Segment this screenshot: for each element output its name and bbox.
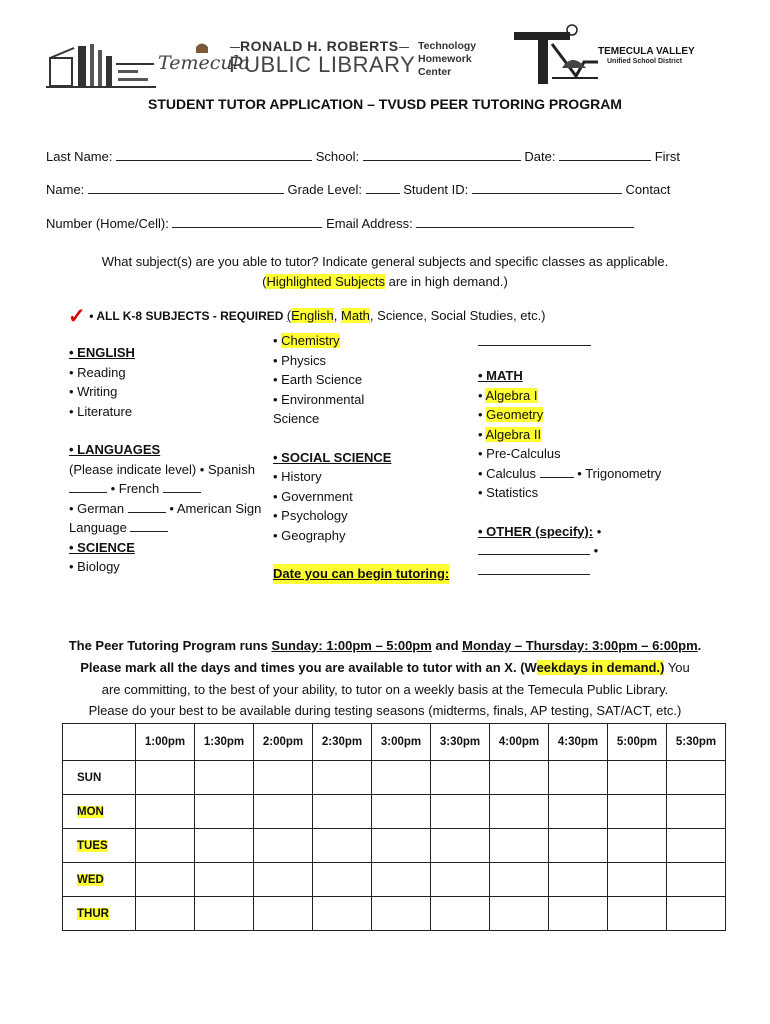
availability-cell[interactable] [549, 863, 608, 897]
availability-cell[interactable] [549, 897, 608, 931]
time-header: 2:30pm [313, 724, 372, 761]
french-level-field[interactable] [163, 480, 201, 493]
time-header: 3:30pm [431, 724, 490, 761]
availability-cell[interactable] [372, 761, 431, 795]
other-field-line-2 [478, 561, 661, 581]
availability-cell[interactable] [608, 761, 667, 795]
subject-item: • Pre-Calculus [478, 446, 561, 461]
availability-cell[interactable] [549, 829, 608, 863]
other-field-line: • [478, 541, 661, 561]
availability-cell[interactable] [608, 795, 667, 829]
availability-cell[interactable] [431, 829, 490, 863]
testing-seasons-text: Please do your best to be available during testing seasons (midterms, finals, AP testing, SAT/ACT, etc.) [88, 703, 682, 718]
phone-field[interactable] [172, 215, 322, 228]
time-header: 2:00pm [254, 724, 313, 761]
day-label: WED [63, 863, 136, 897]
email-label: Email Address: [326, 216, 413, 231]
availability-cell[interactable] [136, 795, 195, 829]
library-name-main: PUBLIC LIBRARY [229, 52, 416, 77]
algebra1-item: • Algebra I [478, 387, 538, 403]
time-header: 3:00pm [372, 724, 431, 761]
student-id-field[interactable] [472, 181, 622, 194]
other-field-2[interactable] [478, 562, 590, 575]
school-label: School: [315, 149, 360, 164]
math-other-column [478, 366, 661, 580]
availability-cell[interactable] [195, 829, 254, 863]
grade-level-field[interactable] [366, 181, 400, 194]
last-name-label: Last Name: [46, 149, 113, 164]
subject-item: Science [273, 411, 320, 426]
page-title: STUDENT TUTOR APPLICATION – TVUSD PEER TUTORING PROGRAM [148, 96, 622, 112]
subject-item: • Literature [69, 403, 133, 419]
table-header-row [63, 724, 726, 761]
chemistry-item: • Chemistry [273, 333, 340, 348]
availability-cell[interactable] [313, 897, 372, 931]
subject-item: • Environmental [273, 391, 365, 407]
commitment-text: are committing, to the best of your ability, to tutor on a weekly basis at the Temecula Public Library. [101, 682, 669, 697]
availability-cell[interactable] [490, 761, 549, 795]
availability-cell[interactable] [431, 761, 490, 795]
availability-cell[interactable] [490, 863, 549, 897]
table-row [63, 795, 726, 829]
availability-cell[interactable] [254, 761, 313, 795]
form-row-3 [46, 215, 634, 231]
form-row-1 [46, 148, 680, 164]
subject-item: • Psychology [273, 508, 348, 523]
availability-cell[interactable] [195, 761, 254, 795]
german-level-field[interactable] [128, 500, 166, 513]
time-header: 1:30pm [195, 724, 254, 761]
availability-cell[interactable] [431, 863, 490, 897]
name-label: Name: [46, 182, 85, 197]
availability-cell[interactable] [549, 795, 608, 829]
time-header: 5:30pm [667, 724, 726, 761]
availability-cell[interactable] [195, 897, 254, 931]
availability-cell[interactable] [195, 863, 254, 897]
availability-cell[interactable] [372, 863, 431, 897]
program-hours: The Peer Tutoring Program runs Sunday: 1:00pm – 5:00pm and Monday – Thursday: 3:00pm – 6:00pm. [68, 638, 702, 653]
availability-cell[interactable] [313, 795, 372, 829]
availability-cell[interactable] [313, 761, 372, 795]
calculus-line: • Calculus • Trigonometry [478, 465, 662, 481]
availability-cell[interactable] [254, 897, 313, 931]
english-heading: • ENGLISH [69, 345, 135, 360]
subject-item: • Writing [69, 384, 118, 399]
k8-requirement: ✓ • ALL K-8 SUBJECTS - REQUIRED (English, Math, Science, Social Studies, etc.) [68, 305, 546, 328]
student-id-label: Student ID: [403, 182, 469, 197]
asl-line: Language [69, 518, 261, 538]
library-building-logo [46, 42, 156, 90]
mark-instructions: Please mark all the days and times you are available to tutor with an X. (Weekdays in demand.) You [80, 660, 690, 675]
spanish-line: (Please indicate level) • Spanish [69, 461, 255, 477]
contact-label: Contact [625, 182, 671, 197]
german-line: • German • American Sign [69, 500, 262, 516]
last-name-field[interactable] [116, 148, 312, 161]
availability-cell[interactable] [136, 761, 195, 795]
subject-item: • Geography [273, 527, 346, 543]
math-top-line [478, 345, 591, 346]
availability-cell[interactable] [372, 829, 431, 863]
subject-instructions: What subject(s) are you able to tutor? Indicate general subjects and specific classes as applicable. [101, 254, 669, 269]
subject-item: • Reading [69, 364, 126, 380]
asl-level-field[interactable] [130, 519, 168, 532]
subject-item: • Government [273, 488, 353, 504]
availability-cell[interactable] [608, 829, 667, 863]
languages-heading: • LANGUAGES [69, 442, 161, 457]
availability-cell[interactable] [254, 829, 313, 863]
table-row [63, 863, 726, 897]
availability-cell[interactable] [608, 863, 667, 897]
availability-cell[interactable] [490, 829, 549, 863]
french-line: • French [69, 479, 261, 499]
english-languages-science-column [69, 343, 261, 577]
day-label: TUES [63, 829, 136, 863]
availability-cell[interactable] [431, 795, 490, 829]
availability-cell[interactable] [667, 863, 726, 897]
tech-homework-center: Technology Homework Center [418, 40, 477, 78]
subject-item: • Biology [69, 559, 120, 574]
availability-cell[interactable] [431, 897, 490, 931]
availability-cell[interactable] [254, 863, 313, 897]
spanish-level-field[interactable] [69, 480, 107, 493]
corner-cell [63, 724, 136, 761]
time-header: 4:00pm [490, 724, 549, 761]
table-row [63, 829, 726, 863]
availability-cell[interactable] [372, 795, 431, 829]
school-field[interactable] [363, 148, 521, 161]
subject-item: • Earth Science [273, 372, 363, 387]
demand-note: (Highlighted Subjects are in high demand.) [262, 274, 508, 289]
library-name-top: RONALD H. ROBERTS [230, 38, 409, 54]
tvusd-logo-icon [512, 22, 600, 90]
availability-cell[interactable] [195, 795, 254, 829]
day-label: MON [63, 795, 136, 829]
math-heading: • MATH [478, 368, 523, 383]
date-label: Date: [524, 149, 556, 164]
time-header: 1:00pm [136, 724, 195, 761]
availability-cell[interactable] [608, 897, 667, 931]
availability-cell[interactable] [667, 795, 726, 829]
first-name-field[interactable] [88, 181, 284, 194]
availability-cell[interactable] [372, 897, 431, 931]
science-social-column [273, 331, 449, 584]
algebra2-item: • Algebra II [478, 426, 542, 442]
time-header: 4:30pm [549, 724, 608, 761]
district-subtitle: Unified School District [607, 58, 683, 65]
other-field-1[interactable] [478, 542, 590, 555]
availability-cell[interactable] [667, 897, 726, 931]
day-label: SUN [63, 761, 136, 795]
date-field[interactable] [559, 148, 651, 161]
first-label: First [654, 149, 680, 164]
geometry-item: • Geometry [478, 407, 544, 422]
availability-cell[interactable] [549, 761, 608, 795]
number-label: Number (Home/Cell): [46, 216, 169, 231]
library-script: Temecula [158, 52, 250, 74]
subject-item: • Statistics [478, 485, 539, 500]
availability-cell[interactable] [490, 795, 549, 829]
availability-cell[interactable] [136, 863, 195, 897]
availability-cell[interactable] [136, 897, 195, 931]
form-row-2 [46, 181, 670, 197]
availability-cell[interactable] [667, 761, 726, 795]
availability-cell[interactable] [667, 829, 726, 863]
availability-cell[interactable] [313, 829, 372, 863]
other-line: • OTHER (specify): • [478, 523, 602, 539]
table-row [63, 897, 726, 931]
social-science-heading: • SOCIAL SCIENCE [273, 449, 392, 465]
availability-table [62, 723, 726, 931]
subject-item: • Physics [273, 352, 326, 368]
availability-cell[interactable] [136, 829, 195, 863]
email-field[interactable] [416, 215, 634, 228]
calculus-field[interactable] [540, 465, 574, 478]
grade-level-label: Grade Level: [287, 182, 362, 197]
table-row [63, 761, 726, 795]
availability-cell[interactable] [313, 863, 372, 897]
day-label: THUR [63, 897, 136, 931]
begin-date-label: Date you can begin tutoring: [273, 564, 449, 584]
availability-cell[interactable] [254, 795, 313, 829]
subject-item: • History [273, 469, 322, 484]
district-name: TEMECULA VALLEY [598, 46, 695, 57]
availability-cell[interactable] [490, 897, 549, 931]
checkmark-icon: ✓ [68, 305, 86, 328]
science-heading: • SCIENCE [69, 539, 135, 555]
time-header: 5:00pm [608, 724, 667, 761]
